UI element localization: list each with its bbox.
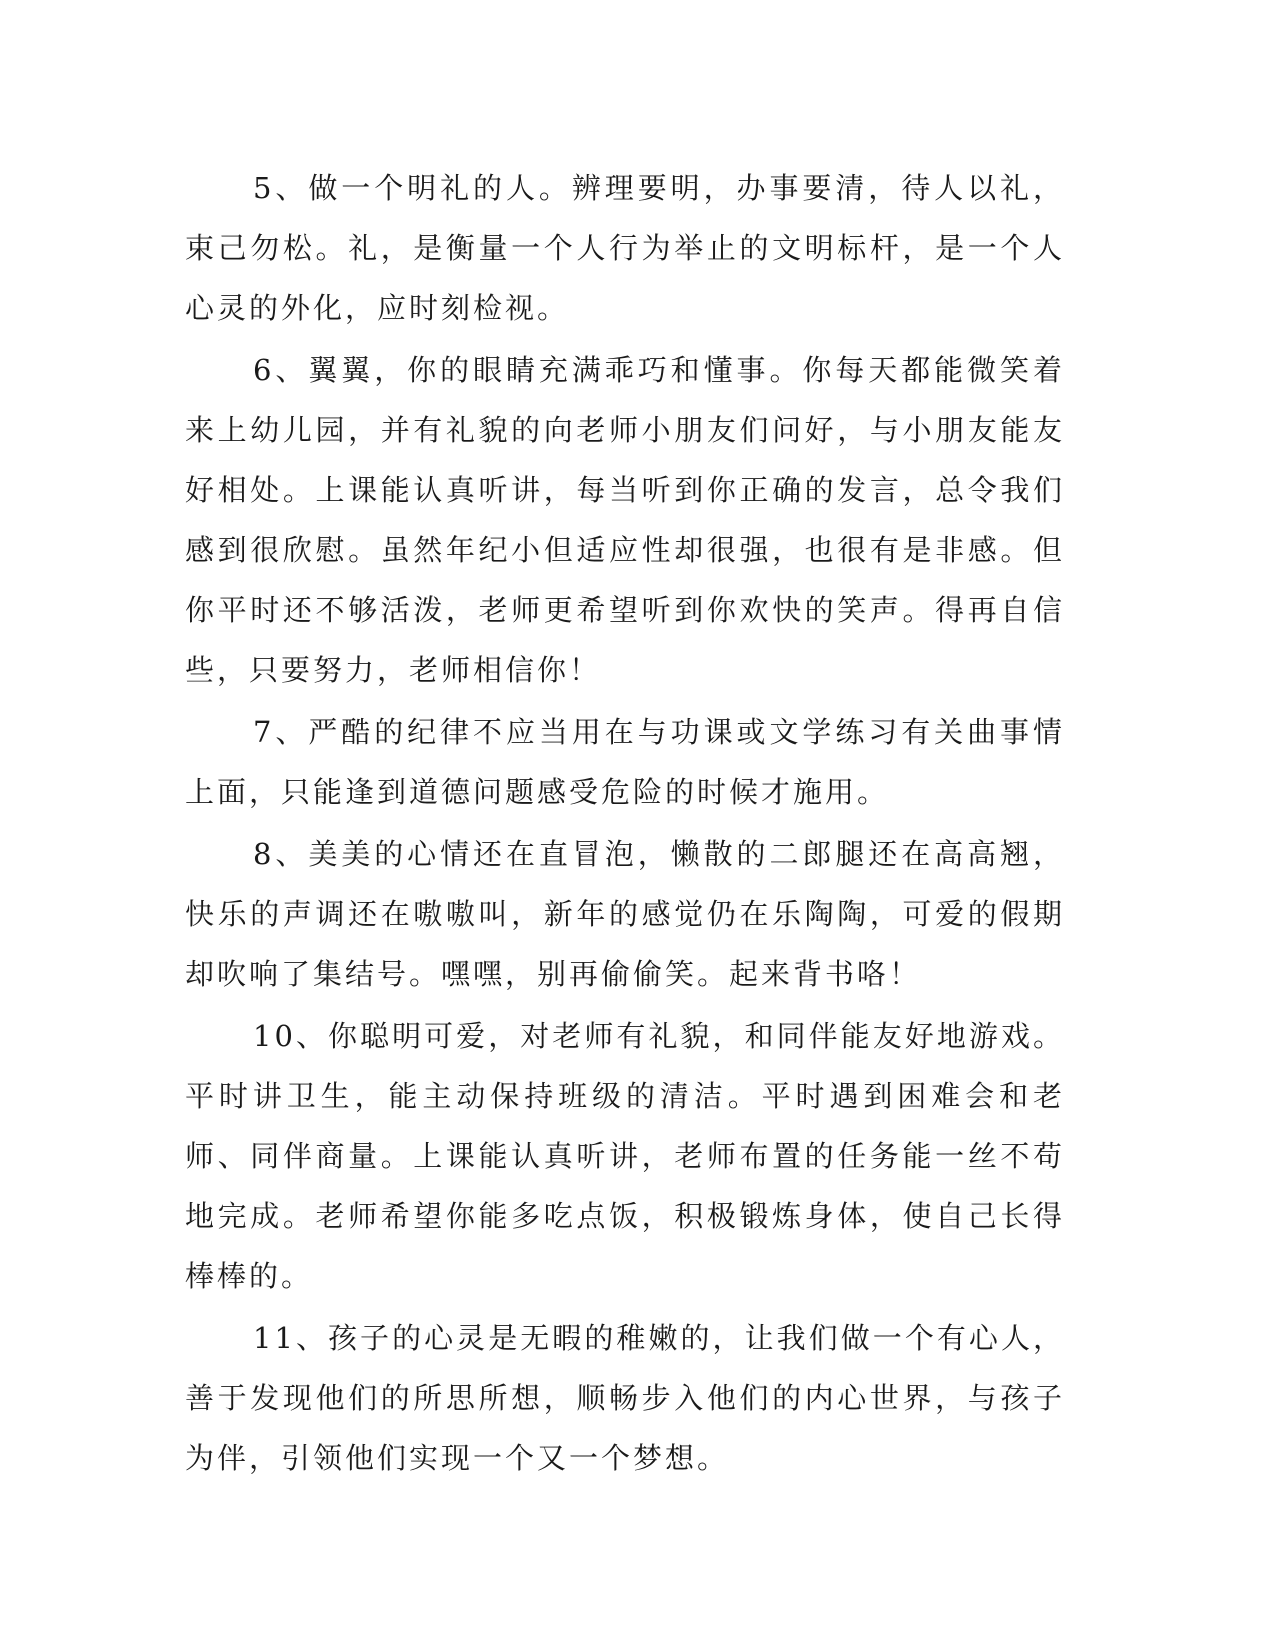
paragraph-8: 8、美美的心情还在直冒泡，懒散的二郎腿还在高高翘，快乐的声调还在嗷嗷叫，新年的感觉仍在乐陶陶，可爱的假期却吹响了集结号。嘿嘿，别再偷偷笑。起来背书咯！	[185, 837, 1065, 991]
paragraph-5: 5、做一个明礼的人。辨理要明，办事要清，待人以礼，束己勿松。礼，是衡量一个人行为举止的文明标杆，是一个人心灵的外化，应时刻检视。	[185, 171, 1065, 325]
paragraph-6: 6、翼翼，你的眼睛充满乖巧和懂事。你每天都能微笑着来上幼儿园，并有礼貌的向老师小朋友们问好，与小朋友能友好相处。上课能认真听讲，每当听到你正确的发言，总令我们感到很欣慰。虽然年纪小但适应性却很强，也很有是非感。但你平时还不够活泼，老师更希望听到你欢快的笑声。得再自信些，只要努力，老师相信你！	[185, 353, 1065, 687]
paragraph-7: 7、严酷的纪律不应当用在与功课或文学练习有关曲事情上面，只能逢到道德问题感受危险的时候才施用。	[185, 715, 1065, 809]
paragraph-11: 11、孩子的心灵是无暇的稚嫩的，让我们做一个有心人，善于发现他们的所思所想，顺畅步入他们的内心世界，与孩子为伴，引领他们实现一个又一个梦想。	[185, 1321, 1065, 1475]
document-body	[185, 158, 1065, 1490]
paragraph-10: 10、你聪明可爱，对老师有礼貌，和同伴能友好地游戏。平时讲卫生，能主动保持班级的清洁。平时遇到困难会和老师、同伴商量。上课能认真听讲，老师布置的任务能一丝不苟地完成。老师希望你能多吃点饭，积极锻炼身体，使自己长得棒棒的。	[185, 1019, 1065, 1293]
